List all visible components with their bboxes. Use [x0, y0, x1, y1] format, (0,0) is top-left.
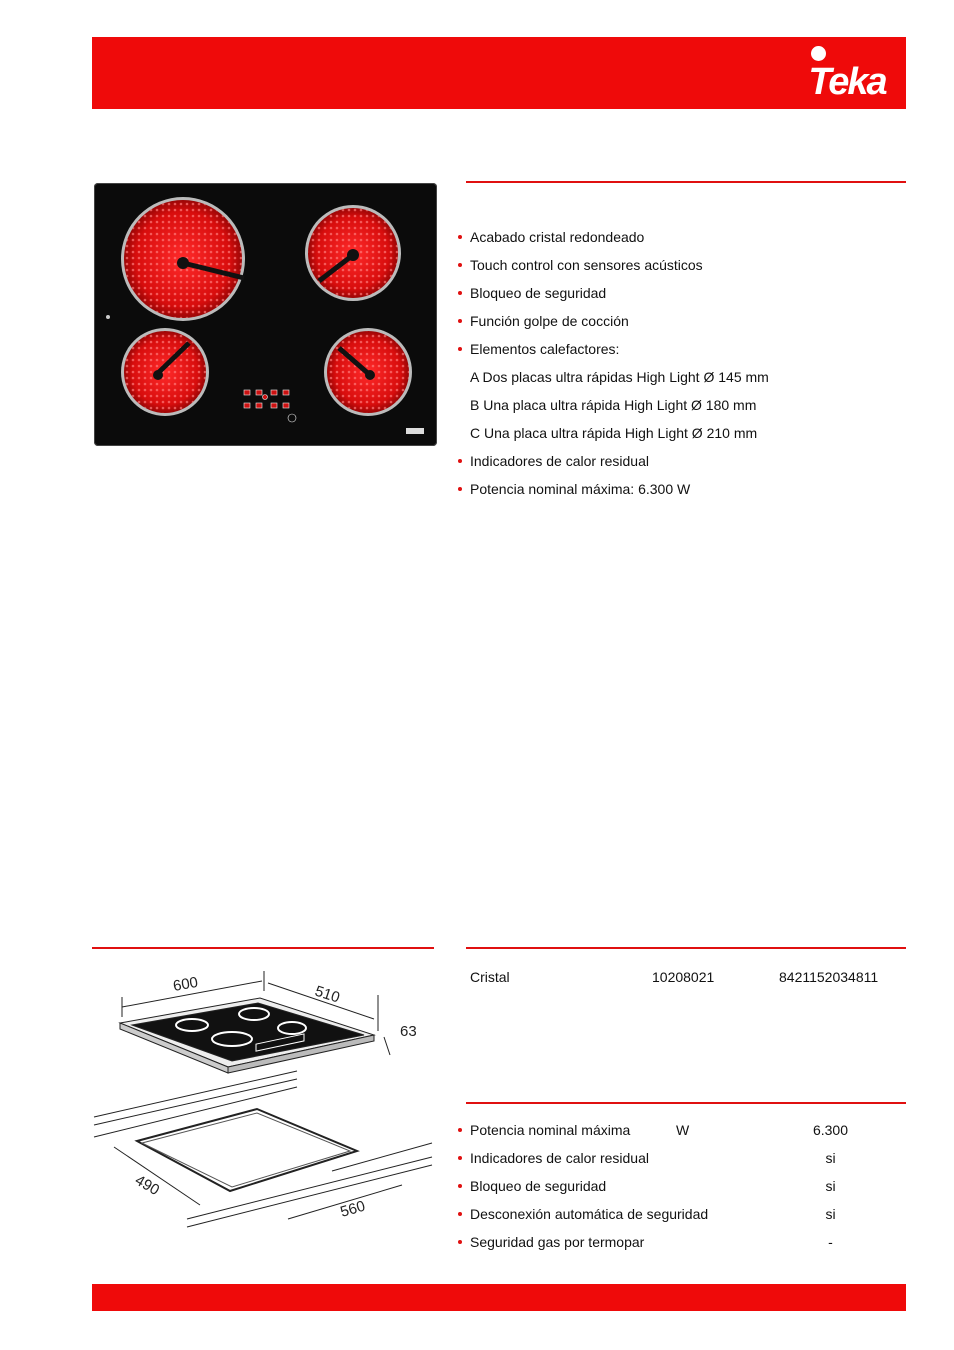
cooking-zone-large: [121, 197, 245, 321]
spec-label: Potencia nominal máxima: [470, 1122, 631, 1138]
bullet-icon: [458, 1156, 462, 1160]
spec-row: [458, 1144, 898, 1172]
touch-control-panel: [244, 390, 296, 422]
feature-item: B Una placa ultra rápida High Light Ø 180 mm: [470, 397, 757, 413]
feature-item: Función golpe de cocción: [458, 307, 898, 335]
bullet-icon: [458, 1128, 462, 1132]
bullet-icon: [458, 1240, 462, 1244]
cooking-zone-small-right: [324, 328, 412, 416]
model-finish: Cristal: [470, 969, 510, 985]
spec-label: Desconexión automática de seguridad: [470, 1206, 709, 1222]
spec-label: Indicadores de calor residual: [470, 1150, 649, 1166]
cooking-zone-medium: [305, 205, 401, 301]
dim-width: 600: [171, 973, 200, 995]
product-image-hob: [94, 183, 437, 446]
cooking-zone-small-left: [121, 328, 209, 416]
hob-brand-badge: [406, 428, 424, 434]
logo-dot: [811, 46, 826, 61]
spec-value: 6.300: [812, 1122, 849, 1138]
dim-height: 63: [400, 1023, 417, 1040]
spec-row: [458, 1116, 898, 1144]
features-divider: [466, 181, 906, 183]
spec-value: si: [825, 1206, 836, 1222]
spec-row: [458, 1200, 898, 1228]
spec-value: -: [828, 1234, 833, 1250]
dimensions-divider: [92, 947, 434, 949]
feature-item: Elementos calefactores:: [458, 335, 898, 363]
dim-cutout-width: 560: [338, 1197, 368, 1221]
feature-item: A Dos placas ultra rápidas High Light Ø 145 mm: [470, 369, 769, 385]
dim-depth: 510: [312, 982, 342, 1007]
feature-item: Touch control con sensores acústicos: [458, 251, 898, 279]
spec-table: [458, 1116, 898, 1256]
spec-row: [458, 1172, 898, 1200]
spec-label: Seguridad gas por termopar: [470, 1234, 645, 1250]
specs-divider: [466, 1102, 906, 1104]
teka-logo: [798, 44, 896, 102]
model-code: 10208021: [652, 969, 715, 985]
spec-unit: W: [676, 1122, 690, 1138]
feature-item: C Una placa ultra rápida High Light Ø 210 mm: [470, 425, 758, 441]
footer-bar: [92, 1284, 906, 1311]
feature-list: [458, 223, 898, 503]
model-divider: [466, 947, 906, 949]
feature-item: Potencia nominal máxima: 6.300 W: [458, 475, 898, 503]
spec-label: Bloqueo de seguridad: [470, 1178, 607, 1194]
bullet-icon: [458, 1212, 462, 1216]
spec-value: si: [825, 1150, 836, 1166]
hob-illustration: [94, 183, 437, 446]
dim-cutout-depth: 490: [132, 1171, 163, 1199]
spec-value: si: [825, 1178, 836, 1194]
feature-item: Acabado cristal redondeado: [458, 223, 898, 251]
feature-item: Indicadores de calor residual: [458, 447, 898, 475]
dimension-drawing: [92, 965, 434, 1245]
model-ean: 8421152034811: [779, 969, 879, 985]
spec-row: [458, 1228, 898, 1256]
logo-wordmark: Teka: [808, 61, 886, 103]
header-bar: [92, 37, 906, 109]
feature-item: Bloqueo de seguridad: [458, 279, 898, 307]
bullet-icon: [458, 1184, 462, 1188]
